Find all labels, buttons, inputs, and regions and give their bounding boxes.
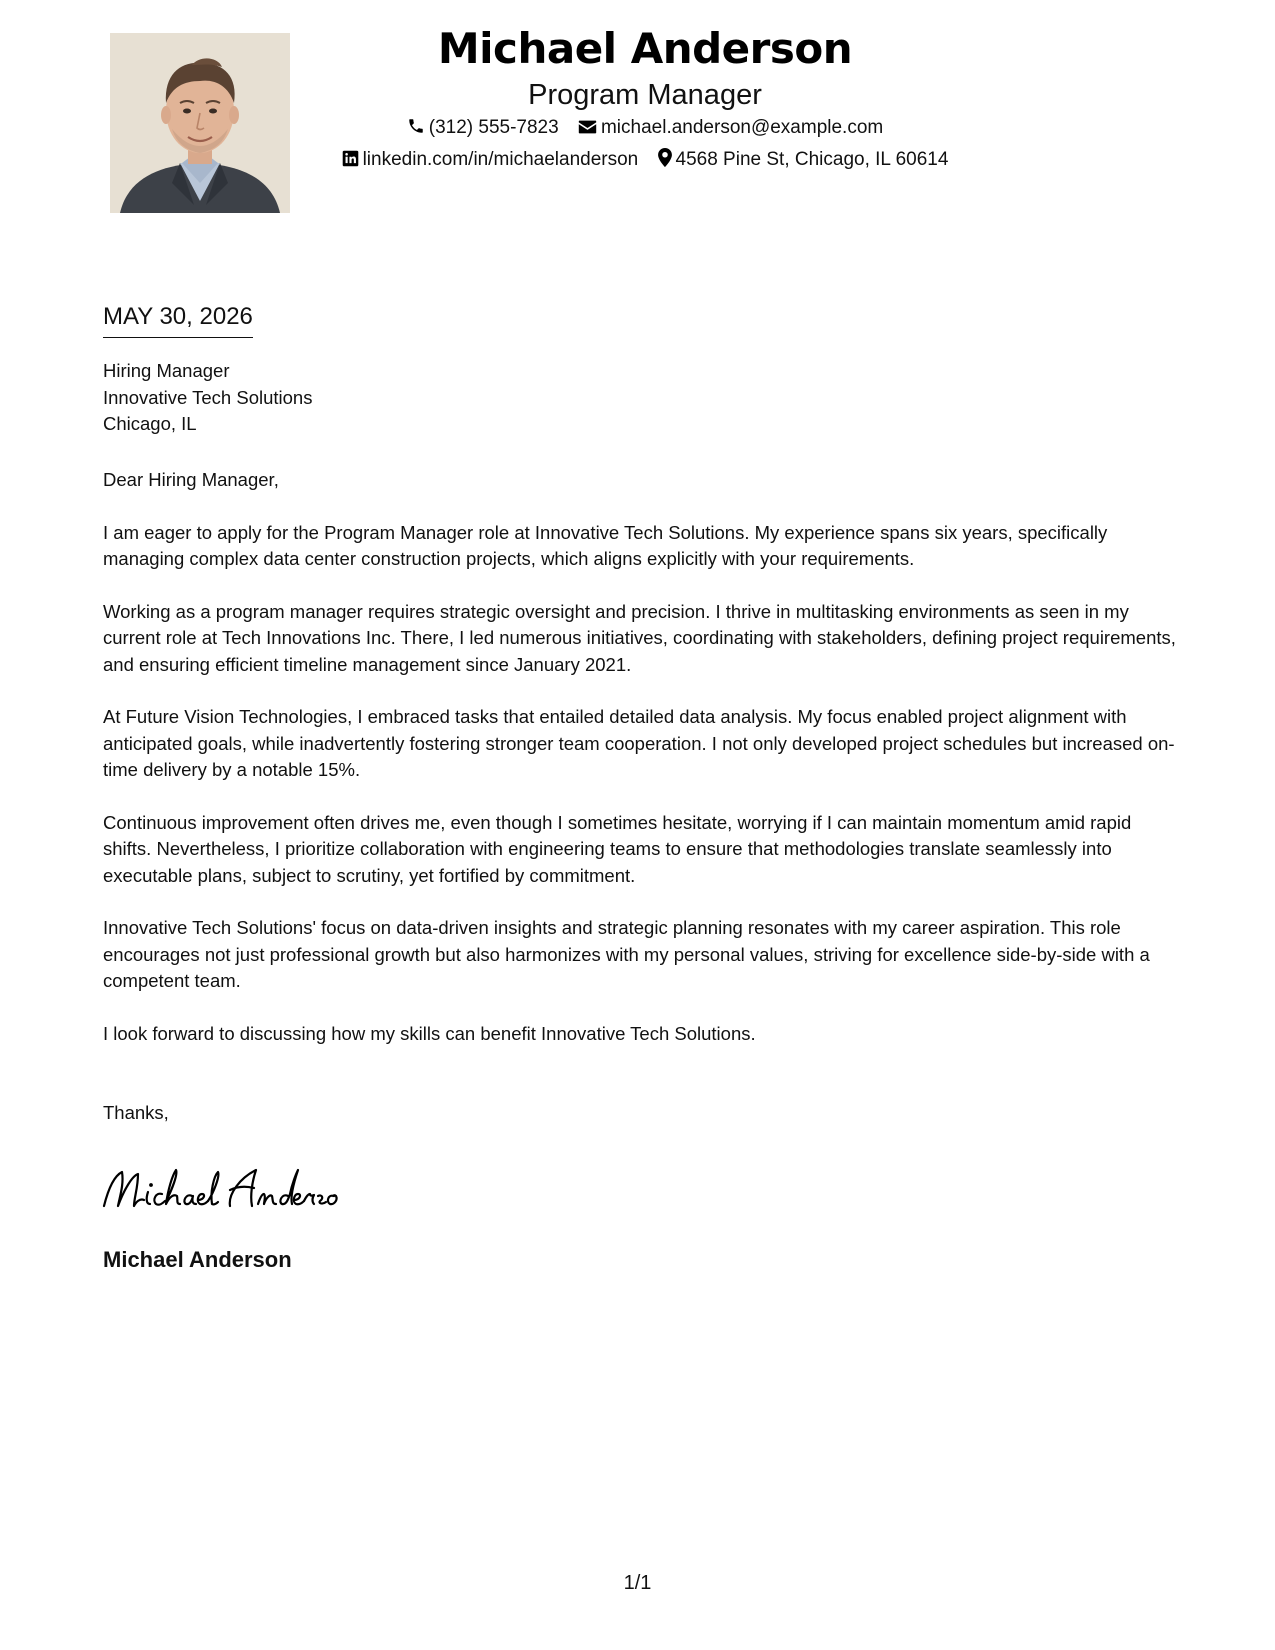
page-number: 1/1 — [623, 1572, 652, 1594]
closing-line: Thanks, — [103, 1102, 169, 1123]
recipient-block — [103, 358, 312, 438]
letter-header — [300, 20, 990, 176]
map-pin-icon — [658, 148, 672, 167]
email-contact — [578, 112, 883, 144]
street-address: 4568 Pine St, Chicago, IL 60614 — [675, 149, 949, 170]
letter-date: MAY 30, 2026 — [103, 300, 253, 338]
signature-name: Michael Anderson — [103, 1247, 292, 1272]
handwritten-signature — [100, 1160, 370, 1223]
applicant-title: Program Manager — [528, 79, 762, 111]
body-paragraph: I am eager to apply for the Program Manager role at Innovative Tech Solutions. My experience spans six years, specifically managing complex data center construction projects, which aligns explicitly with your requirements. — [103, 521, 1108, 569]
body-paragraph: Working as a program manager requires strategic oversight and precision. I thrive in multitasking environments as seen in my current role at Tech Innovations Inc. There, I led numerous initiatives, coordinating with stakeholders, defining project requirements, and ensuring efficient timeline management since January 2021. — [103, 600, 1176, 675]
recipient-location: Chicago, IL — [103, 413, 197, 434]
envelope-icon — [578, 119, 597, 135]
portrait-image — [110, 33, 290, 213]
recipient-title: Hiring Manager — [103, 360, 230, 381]
phone-contact — [407, 112, 559, 144]
letter-body — [103, 467, 1178, 1073]
linkedin-icon — [342, 150, 359, 167]
linkedin-url: linkedin.com/in/michaelanderson — [362, 149, 639, 170]
salutation: Dear Hiring Manager, — [103, 469, 279, 490]
applicant-name: Michael Anderson — [437, 24, 853, 73]
body-paragraph: Continuous improvement often drives me, even though I sometimes hesitate, worrying if I can maintain momentum amid rapid shifts. Nevertheless, I prioritize collaboration with engineering teams to ensure that methodologies translate seamlessly into executable plans, subject to scrutiny, yet fortified by commitment. — [103, 811, 1132, 886]
profile-photo — [110, 33, 290, 213]
contact-line-2 — [300, 144, 990, 176]
address-contact — [658, 144, 949, 176]
phone-icon — [407, 117, 425, 135]
linkedin-contact — [342, 144, 639, 176]
recipient-company: Innovative Tech Solutions — [103, 386, 313, 408]
email-address: michael.anderson@example.com — [600, 117, 884, 138]
body-paragraph: Innovative Tech Solutions' focus on data-driven insights and strategic planning resonates with my career aspiration. This role encourages not just professional growth but also harmonizes with my personal values, striving for excellence side-by-side with a competent team. — [103, 917, 1150, 991]
phone-number: (312) 555-7823 — [428, 117, 559, 138]
body-paragraph: I look forward to discussing how my skills can benefit Innovative Tech Solutions. — [103, 1022, 756, 1044]
signature-image — [100, 1160, 370, 1218]
body-paragraph: At Future Vision Technologies, I embraced tasks that entailed detailed data analysis. My focus enabled project alignment with anticipated goals, while inadvertently fostering stronger team cooperation. I not only developed project schedules but increased on-time delivery by a notable 15%. — [103, 706, 1175, 780]
contact-line-1 — [300, 112, 990, 144]
